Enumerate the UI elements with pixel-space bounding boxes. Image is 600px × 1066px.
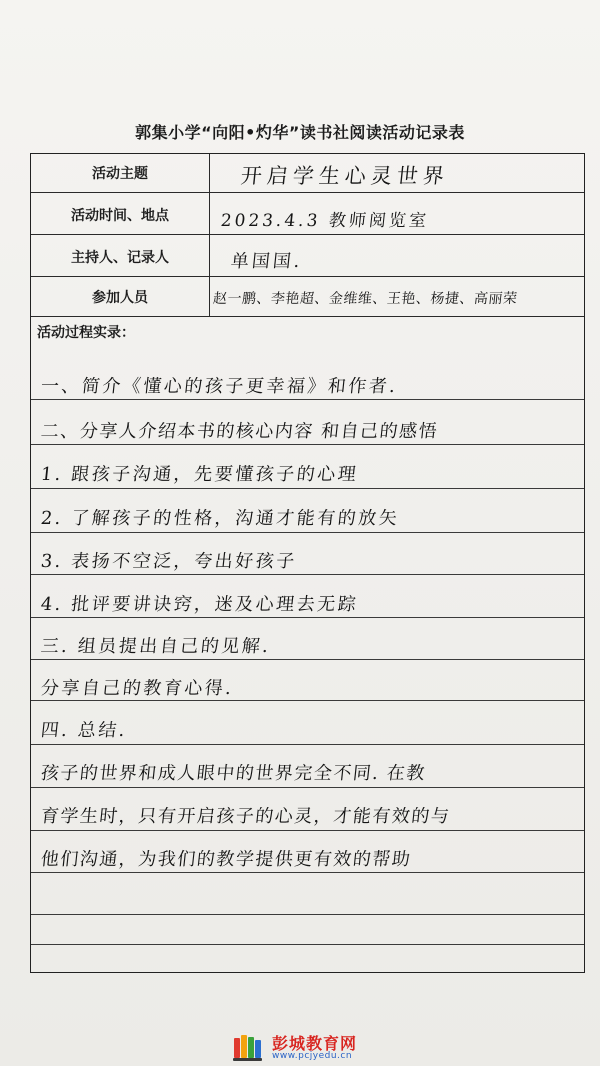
process-line: 他们沟通，为我们的教学提供更有效的帮助 [39, 849, 413, 870]
ruled-line [31, 488, 584, 489]
ruled-line [31, 399, 584, 400]
ruled-line [31, 944, 584, 945]
process-line: 分享自己的教育心得. [39, 678, 235, 699]
row-divider [31, 192, 584, 193]
process-line: 一、简介《懂心的孩子更幸福》和作者. [39, 376, 399, 397]
value-theme: 开启学生心灵世界 [239, 164, 451, 188]
watermark [232, 1030, 382, 1066]
watermark-url: www.pcjyedu.cn [272, 1051, 353, 1061]
ruled-line [31, 574, 584, 575]
column-divider [209, 154, 210, 316]
record-table [30, 153, 585, 973]
process-line: 孩子的世界和成人眼中的世界完全不同. 在教 [39, 763, 427, 784]
row-divider [31, 316, 584, 317]
process-line: 二、分享人介绍本书的核心内容 和自己的感悟 [39, 421, 440, 442]
ruled-line [31, 700, 584, 701]
watermark-name: 彭城教育网 [272, 1034, 358, 1053]
ruled-line [31, 830, 584, 831]
process-line: 4. 批评要讲诀窍，迷及心理去无踪 [39, 594, 360, 615]
label-theme: 活动主题 [92, 166, 148, 182]
value-participants: 赵一鹏、李艳超、金维维、王艳、杨捷、高丽荣 [212, 291, 519, 307]
ruled-line [31, 659, 584, 660]
ruled-line [31, 617, 584, 618]
process-line: 2. 了解孩子的性格，沟通才能有的放矢 [39, 508, 401, 529]
label-host-recorder: 主持人、记录人 [71, 250, 169, 266]
label-time-place: 活动时间、地点 [71, 208, 169, 224]
process-line: 育学生时，只有开启孩子的心灵，才能有效的与 [39, 806, 452, 827]
process-line: 四. 总结. [39, 720, 129, 741]
ruled-line [31, 914, 584, 915]
document-title: 郭集小学“向阳•灼华”读书社阅读活动记录表 [135, 123, 465, 142]
value-host-recorder: 单国国. [229, 251, 304, 272]
process-line: 3. 表扬不空泛，夸出好孩子 [39, 551, 298, 572]
ruled-line [31, 444, 584, 445]
label-participants: 参加人员 [92, 290, 148, 306]
ruled-line [31, 787, 584, 788]
process-line: 三. 组员提出自己的见解. [39, 636, 272, 657]
row-divider [31, 276, 584, 277]
book-logo-icon [232, 1032, 264, 1062]
ruled-line [31, 744, 584, 745]
row-divider [31, 234, 584, 235]
process-label: 活动过程实录： [37, 325, 135, 341]
ruled-line [31, 532, 584, 533]
value-time-place: 2023.4.3 教师阅览室 [219, 211, 430, 231]
process-line: 1. 跟孩子沟通，先要懂孩子的心理 [39, 464, 360, 485]
ruled-line [31, 872, 584, 873]
